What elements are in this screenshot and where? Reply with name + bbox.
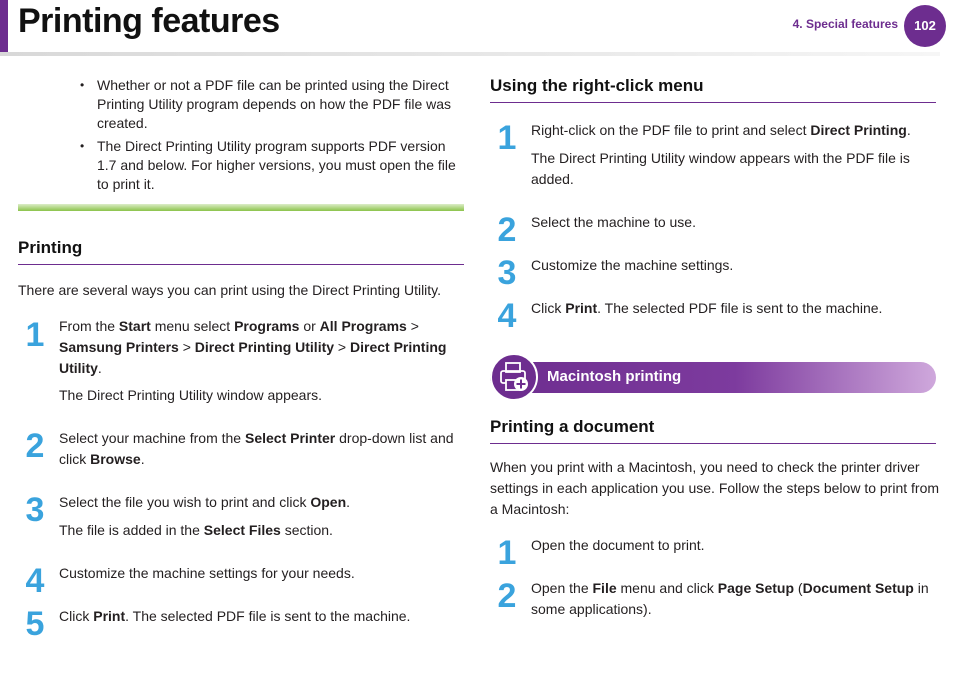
- step-text: Open the File menu and click Page Setup (Document Setup in some applications).: [531, 580, 929, 617]
- bold-term: Browse: [90, 451, 141, 467]
- step-text: Open the document to print.: [531, 537, 705, 553]
- chapter-label: 4. Special features: [792, 17, 898, 31]
- step-number: 2: [497, 577, 517, 615]
- bold-term: Direct Printing Utility: [194, 339, 335, 355]
- step-text: Click Print. The selected PDF file is sent to the machine.: [59, 608, 411, 624]
- step-note: The Direct Printing Utility window appears with the PDF file is added.: [531, 150, 910, 187]
- bold-term: Document Setup: [802, 580, 914, 596]
- macintosh-printing-label: Macintosh printing: [547, 368, 682, 385]
- step-number: 5: [25, 605, 45, 643]
- step-number: 1: [497, 534, 517, 572]
- step-number: 4: [497, 297, 517, 335]
- bold-term: Direct Printing: [810, 122, 907, 138]
- bullet-item: • The Direct Printing Utility program supports PDF version 1.7 and below. For higher versions, you must open the file to print it.: [80, 137, 464, 194]
- page-number-badge: 102: [904, 5, 946, 47]
- step-text: Select the machine to use.: [531, 214, 696, 230]
- bold-term: Programs: [234, 318, 300, 334]
- step-number: 1: [25, 316, 45, 354]
- section-rule: [490, 102, 936, 103]
- step-note: The file is added in the Select Files section.: [59, 522, 333, 538]
- printer-icon: [490, 353, 538, 401]
- step-text: Right-click on the PDF file to print and select Direct Printing.: [531, 122, 911, 138]
- step-text: Customize the machine settings for your needs.: [59, 565, 355, 581]
- step-text: Select your machine from the Select Printer drop-down list and click Browse.: [59, 430, 454, 467]
- bold-term: Open: [310, 494, 347, 510]
- section-title-printing-document: Printing a document: [490, 417, 655, 436]
- bold-term: Select Files: [203, 522, 281, 538]
- bullet-item: • Whether or not a PDF file can be printed using the Direct Printing Utility program depends on how the PDF file was created.: [80, 76, 464, 133]
- printing-intro: There are several ways you can print using the Direct Printing Utility.: [18, 282, 442, 298]
- step-number: 4: [25, 562, 45, 600]
- section-title-printing: Printing: [18, 238, 83, 257]
- section-title-right-click: Using the right-click menu: [490, 76, 704, 95]
- title-underline: [0, 52, 940, 56]
- step-number: 1: [497, 119, 517, 157]
- step-number: 3: [497, 254, 517, 292]
- bold-term: Select Printer: [244, 430, 336, 446]
- bold-term: All Programs: [319, 318, 407, 334]
- bold-term: Page Setup: [717, 580, 795, 596]
- bold-term: Start: [118, 318, 151, 334]
- step-text: Click Print. The selected PDF file is sent to the machine.: [531, 300, 883, 316]
- bold-term: File: [592, 580, 617, 596]
- step-number: 3: [25, 491, 45, 529]
- section-rule: [18, 264, 464, 265]
- bold-term: Print: [93, 608, 126, 624]
- note-bullets: [80, 76, 464, 198]
- step-note: The Direct Printing Utility window appears.: [59, 387, 322, 403]
- step-text: Customize the machine settings.: [531, 257, 734, 273]
- document-intro: When you print with a Macintosh, you need to check the printer driver settings in each application you use. Follow the steps below to print from a Macintosh:: [490, 459, 940, 517]
- step-text: From the Start menu select Programs or All Programs > Samsung Printers > Direct Printing Utility > Direct Printing Utility.: [59, 318, 447, 376]
- step-number: 2: [25, 427, 45, 465]
- title-accent-bar: [0, 0, 8, 52]
- bold-term: Direct Printing Utility: [59, 339, 447, 376]
- section-divider: [18, 204, 464, 211]
- bold-term: Print: [565, 300, 598, 316]
- step-text: Select the file you wish to print and click Open.: [59, 494, 351, 510]
- section-rule: [490, 443, 936, 444]
- page-title: Printing features: [18, 2, 280, 40]
- step-number: 2: [497, 211, 517, 249]
- bold-term: Samsung Printers: [59, 339, 179, 355]
